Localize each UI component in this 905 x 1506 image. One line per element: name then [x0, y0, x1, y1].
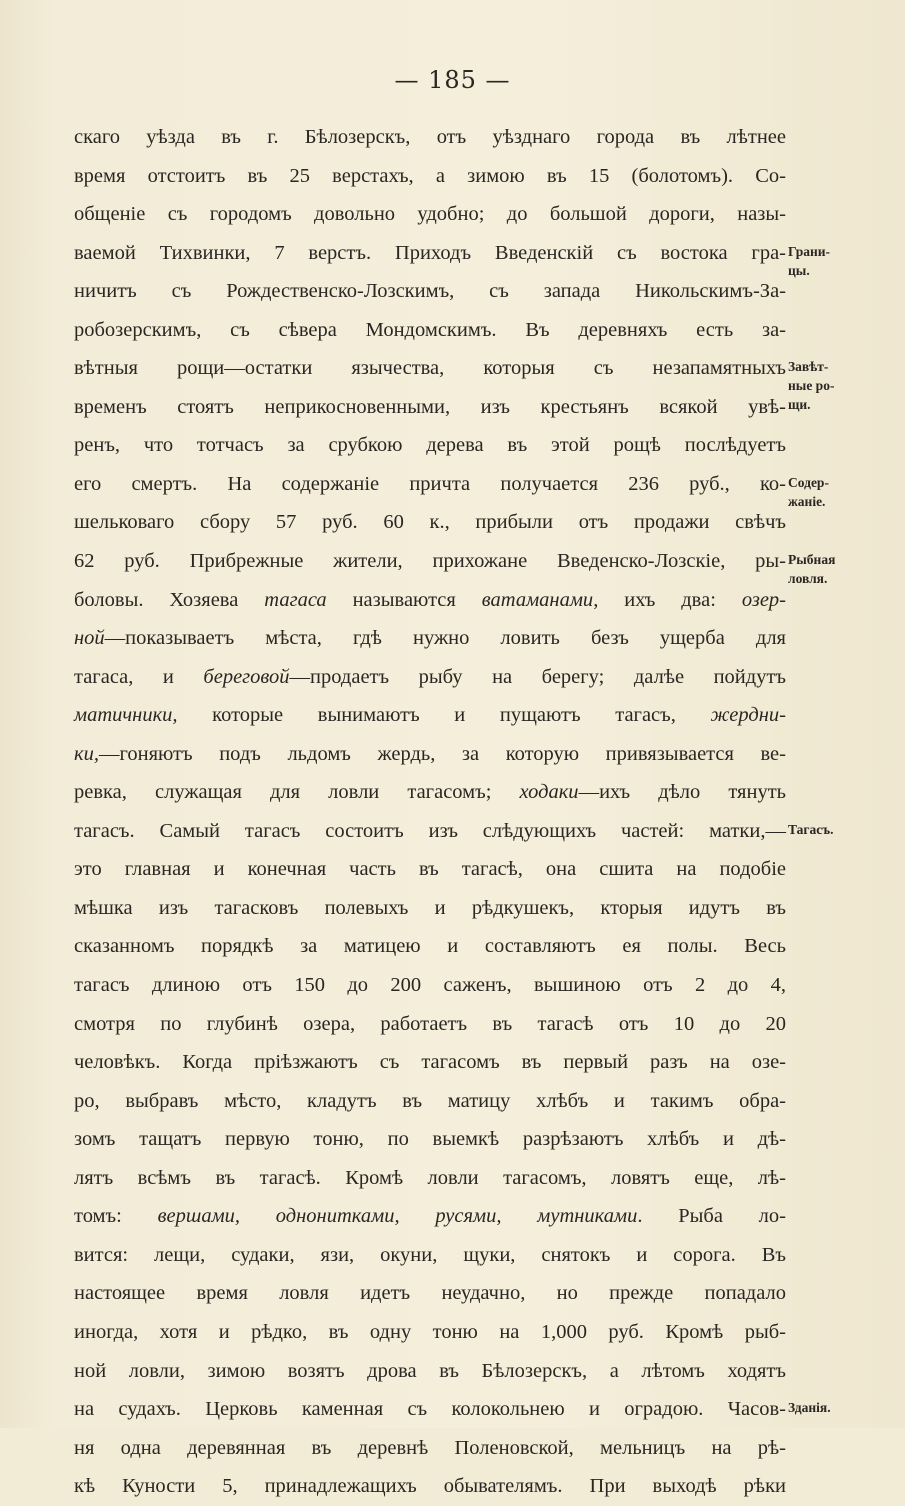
margin-note-line: Содер- [788, 474, 829, 490]
text-line [74, 696, 786, 735]
text-line [74, 1429, 786, 1468]
margin-note-line: Зданія. [788, 1400, 831, 1416]
text-line [74, 889, 786, 928]
text-run: боловы. Хозяева [74, 588, 265, 611]
text-line [74, 542, 786, 581]
text-line [74, 1005, 786, 1044]
text-line [74, 157, 786, 196]
text-run: ничитъ съ Рождественско-Лозскимъ, съ запада Никольскимъ-За- [74, 280, 786, 303]
page-number: — 185 — [394, 66, 511, 94]
text-line [74, 1197, 786, 1236]
body-text [74, 118, 786, 1506]
text-run: ревка, служащая для ловли тагасомъ; [74, 781, 520, 804]
text-line [74, 966, 786, 1005]
text-run: , ихъ два: [593, 588, 742, 611]
text-run: вится: лещи, судаки, язи, окуни, щуки, снятокъ и сорога. Въ [74, 1243, 786, 1266]
italic-term: жердни- [710, 704, 786, 727]
text-line [74, 658, 786, 697]
margin-note-line: жаніе. [788, 493, 826, 509]
margin-note-line: ные ро- [788, 378, 835, 394]
text-run: ваемой Тихвинки, 7 верстъ. Приходъ Введенскій съ востока гра- [74, 241, 786, 264]
margin-note [788, 1398, 831, 1417]
text-run: смотря по глубинѣ озера, работаетъ въ тагасѣ отъ 10 до 20 [74, 1012, 786, 1035]
margin-note-line: Грани- [788, 243, 831, 259]
text-run: которые вынимаютъ и пущаютъ тагасъ, [177, 704, 711, 727]
text-run: —гоняютъ подъ льдомъ жердь, за которую привязывается ве- [98, 742, 786, 765]
text-line [74, 1274, 786, 1313]
margin-note [788, 473, 829, 511]
text-run: лятъ всѣмъ въ тагасѣ. Кромѣ ловли тагасомъ, ловятъ еще, лѣ- [74, 1166, 786, 1189]
text-line [74, 619, 786, 658]
text-run: общеніе съ городомъ довольно удобно; до большой дороги, назы- [74, 203, 786, 226]
text-run: тагасъ длиною отъ 150 до 200 саженъ, вышиною отъ 2 до 4, [74, 974, 786, 997]
text-line [74, 234, 786, 273]
text-run: —продаетъ рыбу на берегу; далѣе пойдутъ [289, 665, 786, 688]
text-line [74, 195, 786, 234]
text-line [74, 773, 786, 812]
text-line [74, 581, 786, 620]
text-run: ренъ, что тотчасъ за срубкою дерева въ этой рощѣ послѣдуетъ [74, 434, 786, 457]
text-line [74, 812, 786, 851]
text-run: ро, выбравъ мѣсто, кладутъ въ матицу хлѣбъ и такимъ обра- [74, 1089, 786, 1112]
margin-note-line: ловля. [788, 571, 828, 587]
text-run: время отстоитъ въ 25 верстахъ, а зимою въ 15 (болотомъ). Со- [74, 164, 786, 187]
text-run: иногда, хотя и рѣдко, въ одну тоню на 1,000 руб. Кромѣ рыб- [74, 1320, 786, 1343]
text-line [74, 272, 786, 311]
text-run: шельковаго сбору 57 руб. 60 к., прибыли отъ продажи свѣчъ [74, 511, 786, 534]
text-line [74, 118, 786, 157]
text-line [74, 1120, 786, 1159]
text-run: кѣ Куности 5, принадлежащихъ обывателямъ. При выходѣ рѣки [74, 1475, 786, 1498]
text-run: 62 руб. Прибрежные жители, прихожане Введенско-Лозскіе, ры- [74, 550, 786, 573]
text-line [74, 1082, 786, 1121]
text-line [74, 311, 786, 350]
text-line [74, 1313, 786, 1352]
text-run: робозерскимъ, съ сѣвера Мондомскимъ. Въ деревняхъ есть за- [74, 318, 786, 341]
text-run: вѣтныя рощи—остатки язычества, которыя съ незапамятныхъ [74, 357, 786, 380]
text-run: его смертъ. На содержаніе причта получается 236 руб., ко- [74, 472, 786, 495]
text-line [74, 1467, 786, 1506]
italic-term: ходаки [519, 781, 579, 804]
italic-term: береговой [203, 665, 290, 688]
margin-note [788, 357, 834, 414]
margin-note [788, 820, 834, 839]
margin-note-line: Рыбная [788, 552, 836, 568]
text-run: временъ стоятъ неприкосновенными, изъ крестьянъ всякой увѣ- [74, 395, 786, 418]
text-run: ня одна деревянная въ деревнѣ Поленовской, мельницъ на рѣ- [74, 1436, 786, 1459]
text-run: это главная и конечная часть въ тагасѣ, она сшита на подобіе [74, 858, 786, 881]
text-line [74, 1236, 786, 1275]
margin-note [788, 242, 830, 280]
text-line [74, 1390, 786, 1429]
text-line [74, 735, 786, 774]
text-run: скаго уѣзда въ г. Бѣлозерскъ, отъ уѣзднаго города въ лѣтнее [74, 126, 786, 148]
text-run: называются [326, 588, 482, 611]
text-run: мѣшка изъ тагасковъ полевыхъ и рѣдкушекъ, кторыя идутъ въ [74, 896, 786, 919]
text-run: на судахъ. Церковь каменная съ колокольнею и оградою. Часов- [74, 1398, 786, 1421]
italic-term: вершами, однонитками, русями, мутниками [157, 1205, 638, 1228]
text-line [74, 927, 786, 966]
italic-term: ки, [74, 742, 99, 765]
text-run: ной ловли, зимою возятъ дрова въ Бѣлозерскъ, а лѣтомъ ходятъ [74, 1359, 786, 1382]
text-run: человѣкъ. Когда пріѣзжаютъ съ тагасомъ въ первый разъ на озе- [74, 1051, 786, 1074]
text-line [74, 465, 786, 504]
text-run: —показываетъ мѣста, гдѣ нужно ловить безъ ущерба для [104, 627, 786, 650]
margin-note [788, 550, 835, 588]
text-line [74, 1043, 786, 1082]
text-run: тагасъ. Самый тагасъ состоитъ изъ слѣдующихъ частей: матки,— [74, 819, 786, 842]
italic-term: ной [74, 627, 105, 650]
margin-note-line: щи. [788, 397, 811, 413]
text-line [74, 388, 786, 427]
text-run: сказанномъ порядкѣ за матицею и составляютъ ея полы. Весь [74, 935, 786, 958]
text-line [74, 503, 786, 542]
text-run: —ихъ дѣло тянуть [578, 781, 786, 804]
italic-term: озер- [741, 588, 786, 611]
italic-term: тагаса [264, 588, 327, 611]
text-run: . Рыба ло- [637, 1205, 786, 1228]
text-line [74, 850, 786, 889]
text-line [74, 426, 786, 465]
text-line [74, 1352, 786, 1391]
text-run: тагаса, и [74, 665, 204, 688]
text-line [74, 349, 786, 388]
text-line [74, 1159, 786, 1198]
italic-term: ватаманами [481, 588, 594, 611]
margin-note-line: цы. [788, 262, 810, 278]
margin-note-line: Завѣт- [788, 359, 829, 375]
text-run: настоящее время ловля идетъ неудачно, но прежде попадало [74, 1282, 786, 1305]
text-run: зомъ тащатъ первую тоню, по выемкѣ разрѣзаютъ хлѣбъ и дѣ- [74, 1128, 786, 1151]
margin-note-line: Тагасъ. [788, 821, 834, 837]
italic-term: матичники, [74, 704, 178, 727]
text-run: томъ: [74, 1205, 158, 1228]
